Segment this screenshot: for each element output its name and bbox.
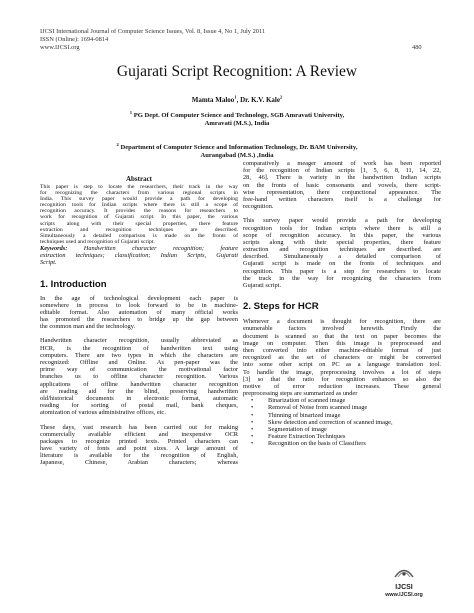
abstract-line: for recognizing the characters from various regional scripts in <box>40 190 238 197</box>
keywords-text: Handwritten character recognition; feature <box>67 244 238 252</box>
body-line: literature is available for the recognition of English, <box>40 452 238 460</box>
author-2: Dr. K.V. Kale <box>240 96 280 104</box>
body-line: the track in the way for recognizing the characters from <box>243 274 441 282</box>
left-column <box>40 176 238 467</box>
affiliation-2-line-1 <box>0 141 474 152</box>
body-line: prime way of communication the motivational factor <box>40 366 238 374</box>
issn: ISSN (Online): 1694-0814 <box>40 36 109 44</box>
body-line: recognition tools for Indian scripts where there is still a <box>243 224 441 232</box>
abstract-line: Simultaneously a detailed comparison is made on the fronts of <box>40 232 238 239</box>
body-line: the common man and the technology. <box>40 323 136 331</box>
body-line: editable format. Also automation of many official works <box>40 308 238 316</box>
body-line: reading for sorting of postal mail, bank cheques, <box>40 402 238 410</box>
body-line: Handwritten character recognition, usually abbreviated as <box>40 337 238 345</box>
abstract-line: India. This survey paper would provide a path for developing <box>40 196 238 203</box>
abstract-line: recognition accuracy. It provides the reasons for researchers to <box>40 208 238 215</box>
body-line: scope of recognition accuracy. In this paper, the various <box>243 231 441 239</box>
author-2-mark: 2 <box>279 94 283 100</box>
list-item: • Skew detection and correction of scanned image, <box>243 419 441 426</box>
body-line: In the age of technological development each paper is <box>40 294 238 302</box>
intro-paragraph-1 <box>40 295 238 331</box>
right-paragraph-2 <box>243 217 441 289</box>
journal-website: www.IJCSI.org <box>40 44 80 52</box>
body-line: computers. There are two types in which the characters are <box>40 351 238 359</box>
body-line: old/historical documents in electronic format, automatic <box>40 394 238 402</box>
body-line: HCR, is the recognition of handwritten text using <box>40 344 238 352</box>
body-line: wise representation, there conjunctional appearance. The <box>243 188 441 196</box>
body-line: described. Simultaneously a detailed comparison of <box>243 253 441 261</box>
author-1: Mamta Maloo <box>191 96 235 104</box>
abstract-body <box>40 184 238 245</box>
keywords-line: extraction techniques; classification; Indian Scripts, Gujarati <box>40 252 238 260</box>
body-line: recognized: Offline and Online. As pen-paper was the <box>40 359 238 366</box>
body-line: Gujarati script is made on the fronts of techniques and <box>243 260 441 268</box>
affiliation-1 <box>0 109 474 128</box>
body-line: for the recognition of Indian scripts [1, 5, 6, 8, 11, 14, 22, <box>243 167 441 175</box>
affiliation-2-text: Department of Computer Science and Information Technology, Dr. BAM University, <box>118 144 358 151</box>
paper-title: Gujarati Script Recognition: A Review <box>116 63 358 80</box>
body-line: Gujarati script. <box>243 282 282 289</box>
keywords-line: Script. <box>40 259 57 267</box>
affiliation-2-line-2: Aurangabad (M.S.) ,India <box>200 152 274 159</box>
list-item: • Thinning of binarized image <box>243 412 441 419</box>
author-1-mark: 1 <box>234 94 237 100</box>
body-line: recognition. This paper is a step for researchers to locate <box>243 267 441 275</box>
body-line: recognized as the set of characters or might be converted <box>243 354 441 362</box>
affiliation-2 <box>0 141 474 160</box>
body-line: Whenever a document is thought for recognition, there are <box>243 318 441 326</box>
body-line: are reading aid for the blind, preserving handwritten <box>40 387 238 395</box>
right-paragraph-1 <box>243 160 441 210</box>
abstract-line: This paper is step to locate the researchers, their track in the way <box>40 184 238 190</box>
abstract-line: techniques used and recognition of Gujarati script. <box>40 238 155 245</box>
body-line: enumerable factors involved herewith. Firstly the <box>243 325 441 333</box>
logo-text: IJCSI <box>395 584 413 591</box>
abstract-line: scripts along with their special properties, there feature <box>40 220 238 227</box>
affiliation-2-mark: 2 <box>116 141 119 147</box>
keywords-label: Keywords: <box>40 244 68 252</box>
affiliation-1-line-1 <box>0 109 474 120</box>
preprocessing-steps-list <box>243 397 441 447</box>
body-line: image on computer. Then this image is preprocessed and <box>243 339 441 347</box>
body-line: comparatively a meager amount of work has been reported <box>243 160 441 167</box>
body-line: into some other script on PC as a language translation tool. <box>243 361 441 369</box>
body-line: on the fronts of basic consonants and vowels, there script- <box>243 181 441 189</box>
body-line: has promoted the researchers to bridge up the gap between <box>40 316 238 324</box>
author-separator: , <box>236 96 241 104</box>
affiliation-1-text: PG Dept. Of Computer Science and Technology, SGB Amravati University, <box>132 112 345 119</box>
intro-paragraph-3 <box>40 424 238 467</box>
ijcsi-logo <box>380 566 428 598</box>
journal-header <box>40 28 265 53</box>
body-line: then converted into either machine-editable format of just <box>243 346 441 354</box>
abstract-line: recognition tools for Indian scripts where there is still a scope of <box>40 202 238 209</box>
body-line: document is scanned so that the text on paper becomes the <box>243 332 441 340</box>
body-line: These days, vast research has been carried out for making <box>40 423 238 431</box>
list-item: • Removal of Noise from scanned image <box>243 404 441 411</box>
body-line: free-hand written characters itself is a challenge for <box>243 195 441 203</box>
list-item: • Recognition on the basis of Classifiers <box>243 440 441 447</box>
body-line: applications of offline handwritten character recognition <box>40 380 238 388</box>
affiliation-1-mark: 1 <box>129 109 133 115</box>
body-line: somewhere in process to look forward to be in machine- <box>40 301 238 309</box>
list-item: • Feature Extraction Techniques <box>243 433 441 440</box>
keywords <box>40 245 238 267</box>
abstract-line: extraction and recognition techniques are described. <box>40 226 238 233</box>
ijcsi-logo-icon <box>393 566 415 579</box>
intro-paragraph-2 <box>40 337 238 416</box>
affiliation-1-line-2: Amravati (M.S.), India <box>204 120 270 127</box>
steps-paragraph <box>243 318 441 397</box>
body-line: 28, 46]. There is variety in the handwritten Indian scripts <box>243 174 441 182</box>
section-introduction-heading: 1. Introduction <box>40 278 107 290</box>
body-line: extraction and recognition techniques are described. are <box>243 246 441 254</box>
journal-name: IJCSI International Journal of Computer Science Issues, Vol. 8, Issue 4, No 1, July 2011 <box>40 28 266 35</box>
keywords-line <box>40 245 238 252</box>
body-line: branches us to offline character recognition. Various <box>40 373 238 381</box>
list-item: • Segmentation of image <box>243 426 441 433</box>
list-item: • Binarization of scanned image <box>243 397 441 404</box>
body-line: [3] so that the ratio for recognition enhances so also the <box>243 375 441 383</box>
abstract-heading: Abstract <box>125 175 153 183</box>
author-line <box>0 96 474 104</box>
body-line: commercially available efficient and inexpensive OCR <box>40 430 238 438</box>
body-line: This survey paper would provide a path for developing <box>243 217 441 225</box>
body-line: packages to recognize printed texts. Printed characters can <box>40 437 238 445</box>
body-line: To handle the image, preprocessing involves a lot of steps <box>243 368 441 376</box>
logo-url: www.IJCSI.org <box>385 592 423 598</box>
body-line: atomization of various administrative offices, etc. <box>40 409 166 417</box>
body-line: preprocessing steps are summarized as under <box>243 390 358 398</box>
abstract-line: work for recognition of Gujarati script. In this paper, the various <box>40 214 238 221</box>
body-line: motive of error reduction increases. These general <box>243 382 441 390</box>
section-steps-heading: 2. Steps for HCR <box>243 301 319 313</box>
page-number: 480 <box>412 44 422 51</box>
body-line: recognition. <box>243 203 274 211</box>
body-line: Japanese, Chinese, Arabian characters; whereas <box>40 459 238 467</box>
body-line: have variety of fonts and point sizes. A large amount of <box>40 445 238 453</box>
body-line: scripts along with their special properties, there feature <box>243 238 441 246</box>
right-column <box>243 160 441 448</box>
